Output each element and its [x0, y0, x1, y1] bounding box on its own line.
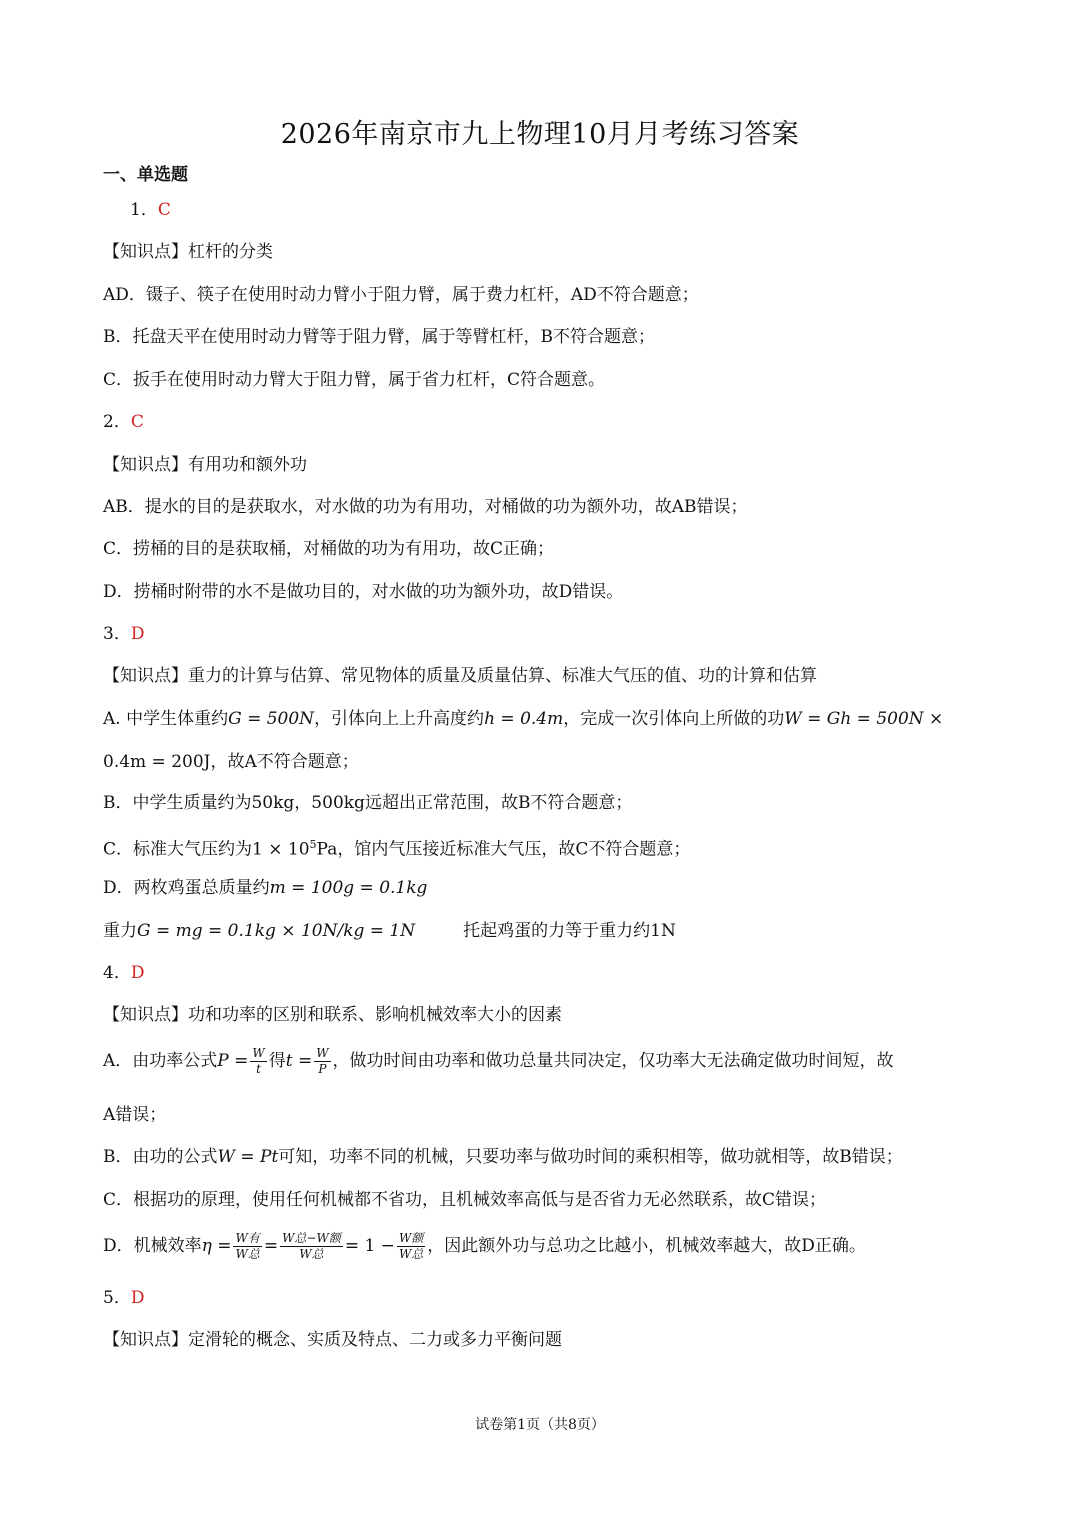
- text: 托起鸡蛋的力等于重力约1N: [463, 921, 676, 941]
- numerator: W: [252, 1046, 265, 1060]
- explanation-line: B．中学生质量约为50kg，500kg远超出正常范围，故B不符合题意；: [103, 793, 633, 813]
- denominator: W总: [299, 1247, 324, 1261]
- formula: h = 0.4m: [484, 709, 564, 729]
- explanation-line: B．托盘天平在使用时动力臂等于阻力臂，属于等臂杠杆，B不符合题意；: [103, 327, 655, 347]
- formula: G = 500N: [228, 709, 315, 729]
- fraction: [280, 1231, 343, 1262]
- knowledge-point-label: 【知识点】: [103, 242, 188, 262]
- question-1-answer: [130, 196, 171, 224]
- text: 可知，功率不同的机械，只要功率与做功时间的乘积相等，做功就相等，故B错误；: [278, 1147, 903, 1167]
- explanation-line: A错误；: [103, 1105, 167, 1125]
- text: D．机械效率: [103, 1236, 202, 1256]
- formula: G = mg = 0.1kg × 10N/kg = 1N: [137, 921, 416, 941]
- text: ，引体向上上升高度约: [314, 709, 485, 729]
- knowledge-point-text: 功和功率的区别和联系、影响机械效率大小的因素: [188, 1005, 562, 1025]
- explanation-line: C．根据功的原理，使用任何机械都不省功，且机械效率高低与是否省力无必然联系，故C错误；: [103, 1190, 827, 1210]
- explanation-line: D．捞桶时附带的水不是做功目的，对水做的功为额外功，故D错误。: [103, 582, 624, 602]
- answer-letter: D: [130, 1288, 145, 1308]
- explanation-line: AD．镊子、筷子在使用时动力臂小于阻力臂，属于费力杠杆，AD不符合题意；: [103, 285, 699, 305]
- knowledge-point: [103, 662, 817, 690]
- text: A．由功率公式: [103, 1051, 218, 1071]
- text: ，因此额外功与总功之比越小，机械效率越大，故D正确。: [427, 1236, 866, 1256]
- exponent: 5: [309, 838, 317, 851]
- explanation-line: AB．提水的目的是获取水，对水做的功为有用功，对桶做的功为额外功，故AB错误；: [103, 497, 748, 517]
- formula: t =: [285, 1051, 313, 1071]
- numerator: W有: [235, 1231, 260, 1245]
- numerator: W: [316, 1046, 329, 1060]
- question-2-answer: [103, 408, 144, 436]
- explanation-line: [103, 917, 676, 945]
- knowledge-point-label: 【知识点】: [103, 1330, 188, 1350]
- text: ，做功时间由功率和做功总量共同决定，仅功率大无法确定做功时间短，故: [332, 1051, 894, 1071]
- explanation-line: [103, 705, 943, 733]
- denominator: W总: [398, 1247, 424, 1261]
- formula: η =: [201, 1236, 232, 1256]
- formula: 1 × 10: [252, 839, 310, 860]
- knowledge-point-label: 【知识点】: [103, 455, 188, 475]
- knowledge-point-text: 重力的计算与估算、常见物体的质量及质量估算、标准大气压的值、功的计算和估算: [188, 666, 817, 686]
- explanation-line: [103, 831, 690, 864]
- knowledge-point: [103, 238, 273, 266]
- question-number: 5．: [103, 1288, 131, 1308]
- answer-letter: C: [157, 200, 171, 220]
- section-heading: 一、单选题: [103, 165, 188, 185]
- question-5-answer: [103, 1284, 144, 1312]
- answer-letter: D: [130, 963, 145, 983]
- text: 重力: [103, 921, 137, 941]
- answer-letter: D: [130, 624, 145, 644]
- denominator: P: [318, 1062, 327, 1076]
- knowledge-point-label: 【知识点】: [103, 1005, 188, 1025]
- knowledge-point-text: 杠杆的分类: [188, 242, 273, 262]
- text: C．标准大气压约为: [103, 839, 253, 860]
- explanation-line: [103, 1231, 866, 1262]
- knowledge-point: [103, 1001, 562, 1029]
- knowledge-point: [103, 1326, 562, 1354]
- denominator: W总: [235, 1247, 260, 1261]
- knowledge-point: [103, 451, 307, 479]
- page-title: 2026年南京市九上物理10月月考练习答案: [280, 119, 800, 150]
- question-number: 3．: [103, 624, 131, 644]
- fraction: [250, 1046, 266, 1077]
- formula: P =: [217, 1051, 249, 1071]
- formula: W = Pt: [217, 1147, 279, 1167]
- question-number: 4．: [103, 963, 131, 983]
- numerator: W额: [398, 1231, 424, 1245]
- knowledge-point-text: 有用功和额外功: [188, 455, 307, 475]
- explanation-line: [103, 748, 359, 776]
- explanation-line: C．捞桶的目的是获取桶，对桶做的功为有用功，故C正确；: [103, 539, 555, 559]
- fraction: [233, 1231, 261, 1262]
- formula: 0.4m = 200J: [103, 752, 211, 772]
- formula: W = Gh = 500N ×: [784, 709, 944, 729]
- unit: Pa: [316, 839, 338, 860]
- text: A. 中学生体重约: [103, 709, 229, 729]
- text: ，完成一次引体向上所做的功: [563, 709, 785, 729]
- question-number: 1．: [130, 200, 158, 220]
- fraction: [314, 1046, 330, 1077]
- text: 得: [268, 1051, 286, 1071]
- denominator: t: [256, 1062, 261, 1076]
- knowledge-point-label: 【知识点】: [103, 666, 188, 686]
- formula: m = 100g = 0.1kg: [269, 878, 428, 898]
- text: D．两枚鸡蛋总质量约: [103, 878, 270, 898]
- fraction: [397, 1231, 425, 1262]
- formula: = 1 −: [344, 1236, 395, 1256]
- text: B．由功的公式: [103, 1147, 218, 1167]
- question-4-answer: [103, 959, 144, 987]
- explanation-line: C．扳手在使用时动力臂大于阻力臂，属于省力杠杆，C符合题意。: [103, 370, 606, 390]
- question-3-answer: [103, 620, 144, 648]
- equals: =: [263, 1236, 279, 1256]
- text: ，故A不符合题意；: [210, 752, 359, 772]
- knowledge-point-text: 定滑轮的概念、实质及特点、二力或多力平衡问题: [188, 1330, 562, 1350]
- question-number: 2．: [103, 412, 131, 432]
- page-footer: 试卷第1页（共8页）: [475, 1417, 605, 1433]
- explanation-line: [103, 1143, 903, 1171]
- explanation-line: [103, 874, 427, 902]
- text: ，馆内气压接近标准大气压，故C不符合题意；: [337, 839, 691, 860]
- explanation-line: [103, 1046, 894, 1077]
- answer-letter: C: [130, 412, 144, 432]
- numerator: W总−W额: [282, 1231, 341, 1245]
